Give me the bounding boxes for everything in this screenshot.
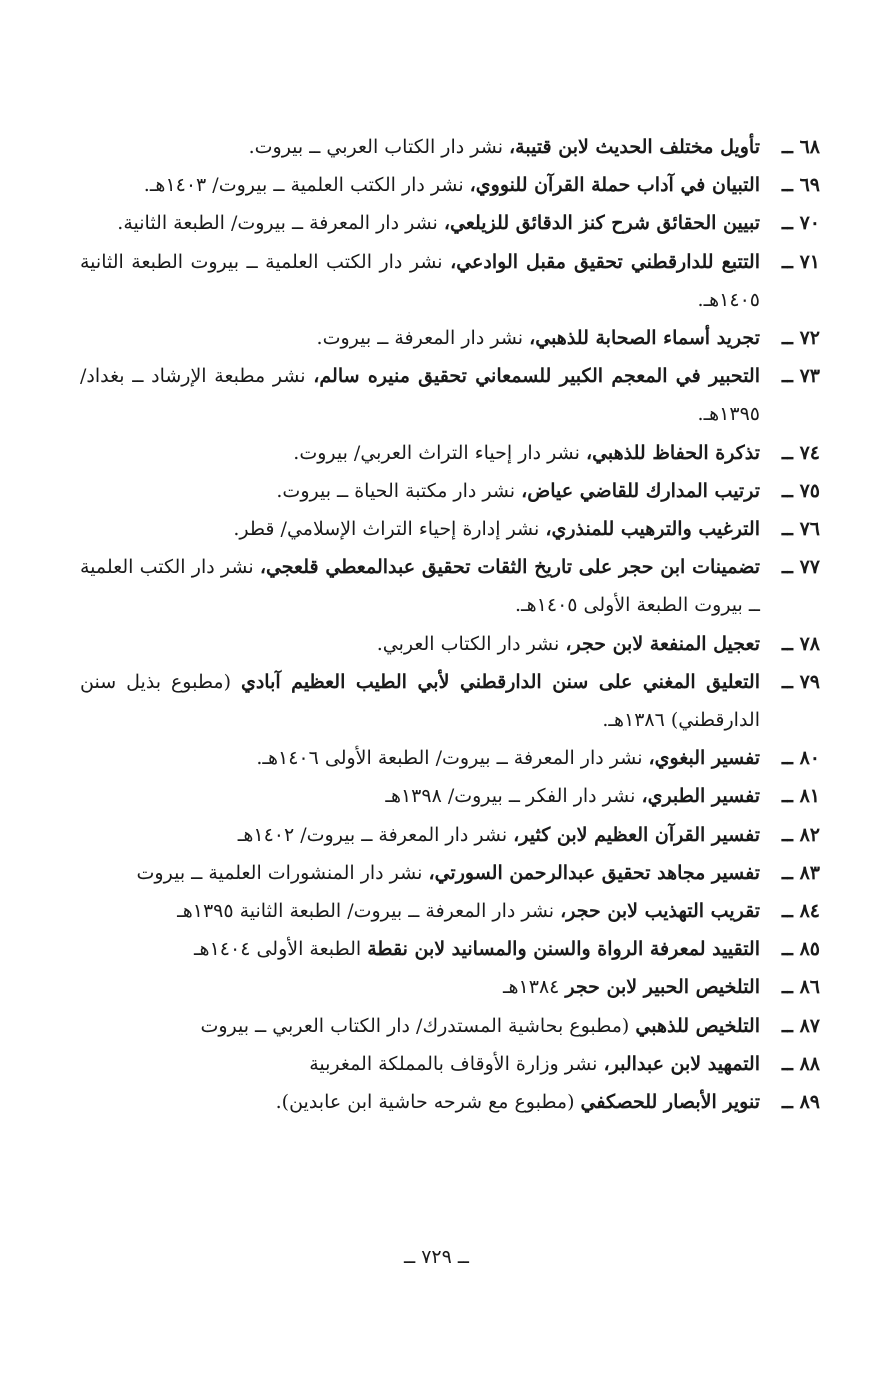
- entry-number: ٧١ ــ: [781, 250, 820, 273]
- entry-number: ٧٤ ــ: [781, 441, 820, 464]
- entry-details: نشر دار الفكر ــ بيروت/ ١٣٩٨هـ: [385, 785, 642, 808]
- entry-details: نشر دار الكتب العلمية ــ بيروت الطبعة الأولى ١٤٠٥هـ.: [80, 556, 760, 617]
- entry-number: ٨٤ ــ: [781, 900, 820, 923]
- entry-text: [80, 204, 760, 242]
- entry-text: [80, 434, 760, 472]
- entry-number: ٨٣ ــ: [781, 861, 820, 884]
- entry-number: ٨١ ــ: [781, 785, 820, 808]
- entry-number: ٧٢ ــ: [781, 327, 820, 350]
- entry-text: [80, 739, 760, 777]
- list-item: [80, 204, 820, 242]
- entry-number: ٨٦ ــ: [781, 976, 820, 999]
- entry-title: تجريد أسماء الصحابة للذهبي،: [529, 327, 760, 350]
- list-item: [80, 128, 820, 166]
- entry-text: [80, 166, 760, 204]
- entry-text: [80, 777, 760, 815]
- entry-details: نشر دار الكتاب العربي ــ بيروت.: [248, 136, 510, 158]
- list-item: [80, 968, 820, 1006]
- entry-number: ٦٨ ــ: [781, 136, 820, 158]
- entry-details: نشر دار المعرفة ــ بيروت/ الطبعة الأولى ١٤٠٦هـ.: [256, 747, 649, 770]
- entry-title: الترغيب والترهيب للمنذري،: [545, 518, 760, 541]
- entry-title: تقريب التهذيب لابن حجر،: [560, 900, 760, 923]
- bibliography-list: [80, 128, 820, 1121]
- entry-number: ٨٨ ــ: [781, 1052, 820, 1075]
- list-item: [80, 166, 820, 204]
- list-item: [80, 1045, 820, 1083]
- list-item: [80, 548, 820, 624]
- entry-text: [80, 1083, 760, 1121]
- list-item: [80, 1007, 820, 1045]
- entry-details: نشر دار إحياء التراث العربي/ بيروت.: [293, 441, 586, 464]
- entry-text: [80, 930, 760, 968]
- entry-title: تنوير الأبصار للحصكفي: [580, 1091, 760, 1114]
- entry-title: التعليق المغني على سنن الدارقطني لأبي الطيب العظيم آبادي: [240, 670, 760, 693]
- entry-details: نشر دار المعرفة ــ بيروت/ الطبعة الثانية.: [117, 212, 444, 235]
- entry-details: (مطبوع بحاشية المستدرك/ دار الكتاب العربي ــ بيروت: [200, 1014, 636, 1037]
- entry-title: تضمينات ابن حجر على تاريخ الثقات تحقيق عبدالمعطي قلعجي،: [259, 556, 760, 579]
- entry-number: ٧٦ ــ: [781, 518, 820, 541]
- list-item: [80, 739, 820, 777]
- entry-title: تأويل مختلف الحديث لابن قتيبة،: [509, 136, 760, 158]
- list-item: [80, 472, 820, 510]
- entry-title: ترتيب المدارك للقاضي عياض،: [521, 479, 760, 502]
- entry-title: تفسير الطبري،: [641, 785, 760, 808]
- entry-title: تفسير مجاهد تحقيق عبدالرحمن السورتي،: [428, 861, 760, 884]
- entry-number: ٨٧ ــ: [781, 1014, 820, 1037]
- entry-title: التلخيص للذهبي: [635, 1014, 760, 1037]
- entry-number: ٧٥ ــ: [781, 479, 820, 502]
- entry-number: ٧٩ ــ: [781, 670, 820, 693]
- entry-details: نشر دار المعرفة ــ بيروت.: [316, 327, 530, 350]
- entry-details: نشر دار الكتب العلمية ــ بيروت/ ١٤٠٣هـ.: [143, 174, 470, 197]
- entry-number: ٧٠ ــ: [781, 212, 820, 235]
- entry-details: نشر وزارة الأوقاف بالمملكة المغربية: [309, 1052, 604, 1075]
- entry-text: [80, 854, 760, 892]
- entry-title: التمهيد لابن عبدالبر،: [603, 1052, 760, 1075]
- list-item: [80, 892, 820, 930]
- entry-title: تفسير القرآن العظيم لابن كثير،: [513, 823, 760, 846]
- list-item: [80, 357, 820, 433]
- entry-details: نشر دار المعرفة ــ بيروت/ ١٤٠٢هـ: [237, 823, 514, 846]
- list-item: [80, 854, 820, 892]
- entry-details: الطبعة الأولى ١٤٠٤هـ: [193, 938, 368, 961]
- entry-text: [80, 319, 760, 357]
- entry-number: ٧٨ ــ: [781, 632, 820, 655]
- list-item: [80, 319, 820, 357]
- entry-number: ٨٠ ــ: [781, 747, 820, 770]
- entry-title: التبيان في آداب حملة القرآن للنووي،: [469, 174, 760, 197]
- entry-text: [80, 548, 760, 624]
- entry-number: ٦٩ ــ: [781, 174, 820, 197]
- list-item: [80, 434, 820, 472]
- list-item: [80, 510, 820, 548]
- entry-text: [80, 1045, 760, 1083]
- entry-text: [80, 892, 760, 930]
- entry-text: [80, 1007, 760, 1045]
- entry-text: [80, 510, 760, 548]
- list-item: [80, 930, 820, 968]
- entry-text: [80, 357, 760, 433]
- entry-details: (مطبوع مع شرحه حاشية ابن عابدين).: [275, 1091, 581, 1114]
- entry-details: نشر دار المعرفة ــ بيروت/ الطبعة الثانية ١٣٩٥هـ: [177, 900, 561, 923]
- page-number: ــ ٧٢٩ ــ: [404, 1246, 469, 1268]
- entry-text: [80, 663, 760, 739]
- entry-text: [80, 625, 760, 663]
- entry-details: نشر دار المنشورات العلمية ــ بيروت: [136, 861, 429, 884]
- entry-text: [80, 968, 760, 1006]
- entry-details: نشر دار الكتاب العربي.: [376, 632, 566, 655]
- entry-details: (مطبوع بذيل سنن الدارقطني) ١٣٨٦هـ.: [80, 670, 760, 732]
- entry-title: التقييد لمعرفة الرواة والسنن والمسانيد لابن نقطة: [367, 938, 760, 961]
- entry-number: ٧٣ ــ: [781, 365, 820, 388]
- entry-title: التلخيص الحبير لابن حجر: [565, 976, 760, 999]
- entry-details: نشر إدارة إحياء التراث الإسلامي/ قطر.: [233, 518, 546, 541]
- entry-text: [80, 243, 760, 319]
- entry-title: تفسير البغوي،: [648, 747, 760, 770]
- entry-details: نشر مطبعة الإرشاد ــ بغداد/ ١٣٩٥هـ.: [80, 365, 760, 426]
- entry-text: [80, 816, 760, 854]
- entry-details: ١٣٨٤هـ: [502, 976, 566, 999]
- entry-title: تعجيل المنفعة لابن حجر،: [565, 632, 760, 655]
- entry-title: التحبير في المعجم الكبير للسمعاني تحقيق منيره سالم،: [313, 365, 760, 388]
- entry-details: نشر دار الكتب العلمية ــ بيروت الطبعة الثانية ١٤٠٥هـ.: [80, 250, 760, 311]
- entry-number: ٨٢ ــ: [781, 823, 820, 846]
- list-item: [80, 1083, 820, 1121]
- list-item: [80, 625, 820, 663]
- entry-number: ٨٥ ــ: [781, 938, 820, 961]
- entry-title: تبيين الحقائق شرح كنز الدقائق للزيلعي،: [443, 212, 760, 235]
- list-item: [80, 777, 820, 815]
- entry-title: التتبع للدارقطني تحقيق مقبل الوادعي،: [450, 250, 760, 273]
- entry-number: ٨٩ ــ: [781, 1091, 820, 1114]
- entry-text: [80, 128, 760, 166]
- entry-number: ٧٧ ــ: [781, 556, 820, 579]
- list-item: [80, 663, 820, 739]
- entry-details: نشر دار مكتبة الحياة ــ بيروت.: [276, 479, 522, 502]
- list-item: [80, 243, 820, 319]
- entry-text: [80, 472, 760, 510]
- entry-title: تذكرة الحفاظ للذهبي،: [585, 441, 760, 464]
- list-item: [80, 816, 820, 854]
